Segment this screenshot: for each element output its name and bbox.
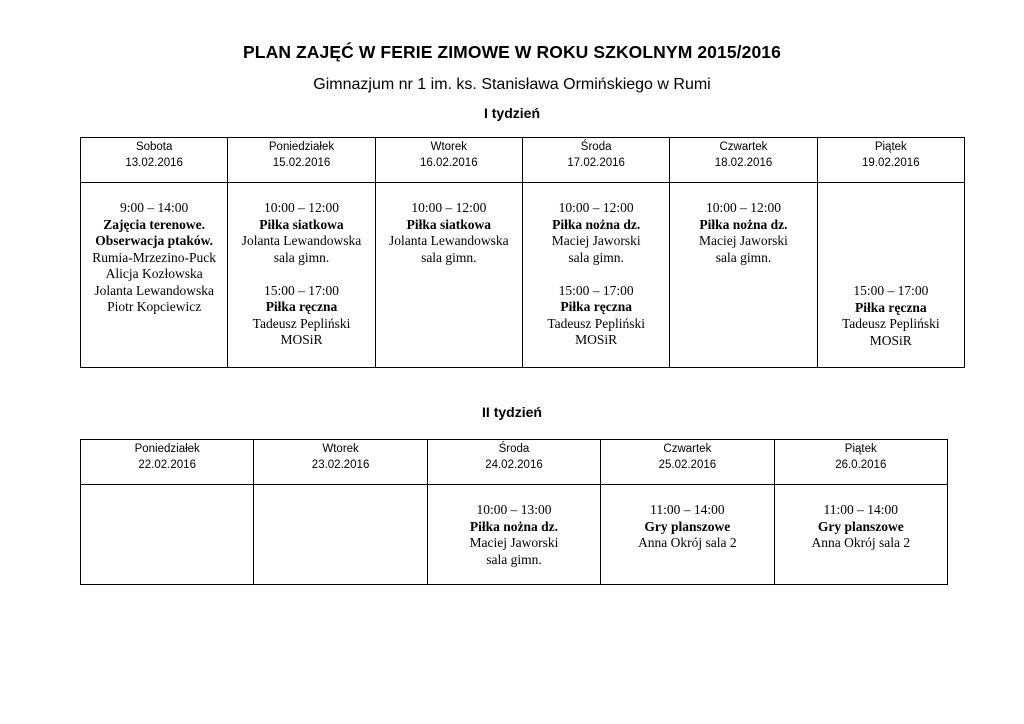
activity-list [376,183,522,266]
activity-name: Piłka ręczna [855,299,927,315]
activity-slot [523,283,669,349]
activity-time: 10:00 – 12:00 [705,200,781,215]
day-activities-cell [375,183,522,368]
header-row [81,138,965,183]
day-activities-cell [601,485,774,585]
activity-slot [228,283,374,349]
day-activities-cell [522,183,669,368]
activity-detail: Tadeusz Pepliński [547,315,645,331]
activity-detail: Tadeusz Pepliński [252,315,351,331]
activity-detail: Jolanta Lewandowska [241,233,362,248]
day-header-cell [81,138,228,183]
day-header [228,138,374,171]
activity-list [523,183,669,349]
day-name: Czwartek [719,141,768,153]
activity-detail: Maciej Jaworski [551,233,641,248]
activity-detail: sala gimn. [715,249,772,265]
day-date: 13.02.2016 [125,157,183,169]
day-header-cell [427,440,600,485]
activity-detail: Anna Okrój sala 2 [811,535,911,550]
day-activities-cell [427,485,600,585]
activities-row [81,485,948,585]
activity-list [601,485,773,552]
day-activities-cell [228,183,375,368]
day-activities-cell [817,183,964,368]
activity-time: 11:00 – 14:00 [650,502,725,517]
activity-detail: MOSiR [869,332,912,348]
day-header [670,138,816,171]
activity-name: Piłka siatkowa [406,216,492,232]
activity-detail: Piotr Kopciewicz [107,299,202,314]
day-name: Czwartek [663,443,712,455]
day-name: Środa [498,443,530,455]
day-date: 18.02.2016 [714,157,773,169]
activity-slot [601,502,773,552]
day-header [775,440,947,473]
activity-name: Piłka nożna dz. [552,216,641,232]
day-activities-cell [774,485,947,585]
activity-name: Obserwacja ptaków. [95,233,214,248]
activity-name: Zajęcia terenowe. [103,216,206,232]
activity-name: Gry planszowe [644,518,731,534]
activity-detail: Anna Okrój sala 2 [638,535,737,550]
day-name: Sobota [135,141,173,153]
day-name: Piątek [874,141,907,153]
activity-name: Gry planszowe [817,518,904,534]
activity-slot [428,502,600,568]
day-header [376,138,522,171]
activity-list [81,485,253,502]
day-header [601,440,773,473]
activity-name: Piłka siatkowa [259,216,344,232]
day-header-cell [375,138,522,183]
activity-name: Piłka nożna dz. [699,216,788,232]
day-header [818,138,964,171]
day-date: 23.02.2016 [311,459,370,471]
activity-detail: Alicja Kozłowska [105,266,203,281]
activity-time: 11:00 – 14:00 [823,502,899,517]
day-activities-cell [81,485,254,585]
day-header-cell [254,440,427,485]
day-name: Wtorek [430,141,468,153]
day-date: 22.02.2016 [138,459,196,471]
activity-time: 15:00 – 17:00 [853,283,929,298]
activity-slot [376,200,522,266]
day-header-cell [817,138,964,183]
day-name: Środa [580,141,612,153]
activity-time: 10:00 – 12:00 [411,200,487,215]
activity-time: 9:00 – 14:00 [120,200,189,215]
activity-list [775,485,947,552]
activity-slot [670,200,816,266]
week-2-label: II tydzień [482,404,542,420]
activity-detail: MOSiR [575,332,618,347]
activity-name: Piłka ręczna [560,299,632,314]
activity-slot [228,200,374,266]
activity-detail: sala gimn. [273,249,330,265]
page-title: PLAN ZAJĘĆ W FERIE ZIMOWE W ROKU SZKOLNYM 2015/2016 [243,42,781,62]
week-2-schedule-table [80,439,948,585]
activity-time: 10:00 – 12:00 [263,200,339,215]
header-row [81,440,948,485]
day-activities-cell [81,183,228,368]
day-header-cell [81,440,254,485]
day-name: Poniedziałek [268,141,335,153]
day-header-cell [228,138,375,183]
day-header-cell [522,138,669,183]
day-date: 16.02.2016 [420,157,478,169]
activity-detail: sala gimn. [421,249,477,265]
day-date: 19.02.2016 [862,157,920,169]
day-header-cell [670,138,817,183]
activity-list [228,183,374,349]
activity-detail: Maciej Jaworski [469,535,559,550]
activity-list [81,183,227,316]
activity-detail: MOSiR [280,332,323,347]
activity-name: Piłka ręczna [265,299,338,314]
activity-detail: Jolanta Lewandowska [389,233,509,248]
day-header-cell [601,440,774,485]
day-name: Piątek [844,443,877,455]
day-date: 17.02.2016 [567,157,625,169]
day-header [428,440,600,473]
day-header [523,138,669,171]
day-date: 26.0.2016 [835,459,887,471]
activity-list [818,183,964,349]
activity-detail: sala gimn. [486,551,542,567]
activity-slot [775,502,947,552]
activity-detail: Maciej Jaworski [699,233,788,248]
day-date: 25.02.2016 [658,459,717,471]
activity-detail: sala gimn. [568,249,624,265]
activity-list [670,183,816,266]
day-activities-cell [670,183,817,368]
activity-time: 15:00 – 17:00 [263,282,339,298]
activity-list [428,485,600,568]
day-activities-cell [254,485,427,585]
activity-time: 10:00 – 12:00 [558,200,634,215]
activity-slot [818,283,964,349]
day-header [81,138,227,171]
activity-time: 15:00 – 17:00 [558,282,634,298]
activity-detail: Tadeusz Pepliński [841,316,940,331]
activity-name: Piłka nożna dz. [469,518,559,534]
week-1-schedule-table [80,137,965,368]
activity-time: 10:00 – 13:00 [476,502,552,517]
day-name: Poniedziałek [134,443,200,455]
activity-detail: Rumia-Mrzezino-Puck [92,249,217,265]
week-1-label: I tydzień [483,105,540,121]
day-header [254,440,426,473]
day-date: 24.02.2016 [485,459,543,471]
day-name: Wtorek [322,443,359,455]
activities-row [81,183,965,368]
activity-slot [81,200,227,316]
activity-list [254,485,426,502]
activity-detail: Jolanta Lewandowska [94,282,214,298]
day-header-cell [774,440,947,485]
day-header [81,440,253,473]
day-date: 15.02.2016 [272,157,331,169]
page-subtitle: Gimnazjum nr 1 im. ks. Stanisława Ormińskiego w Rumi [313,76,711,93]
activity-slot [523,200,669,266]
